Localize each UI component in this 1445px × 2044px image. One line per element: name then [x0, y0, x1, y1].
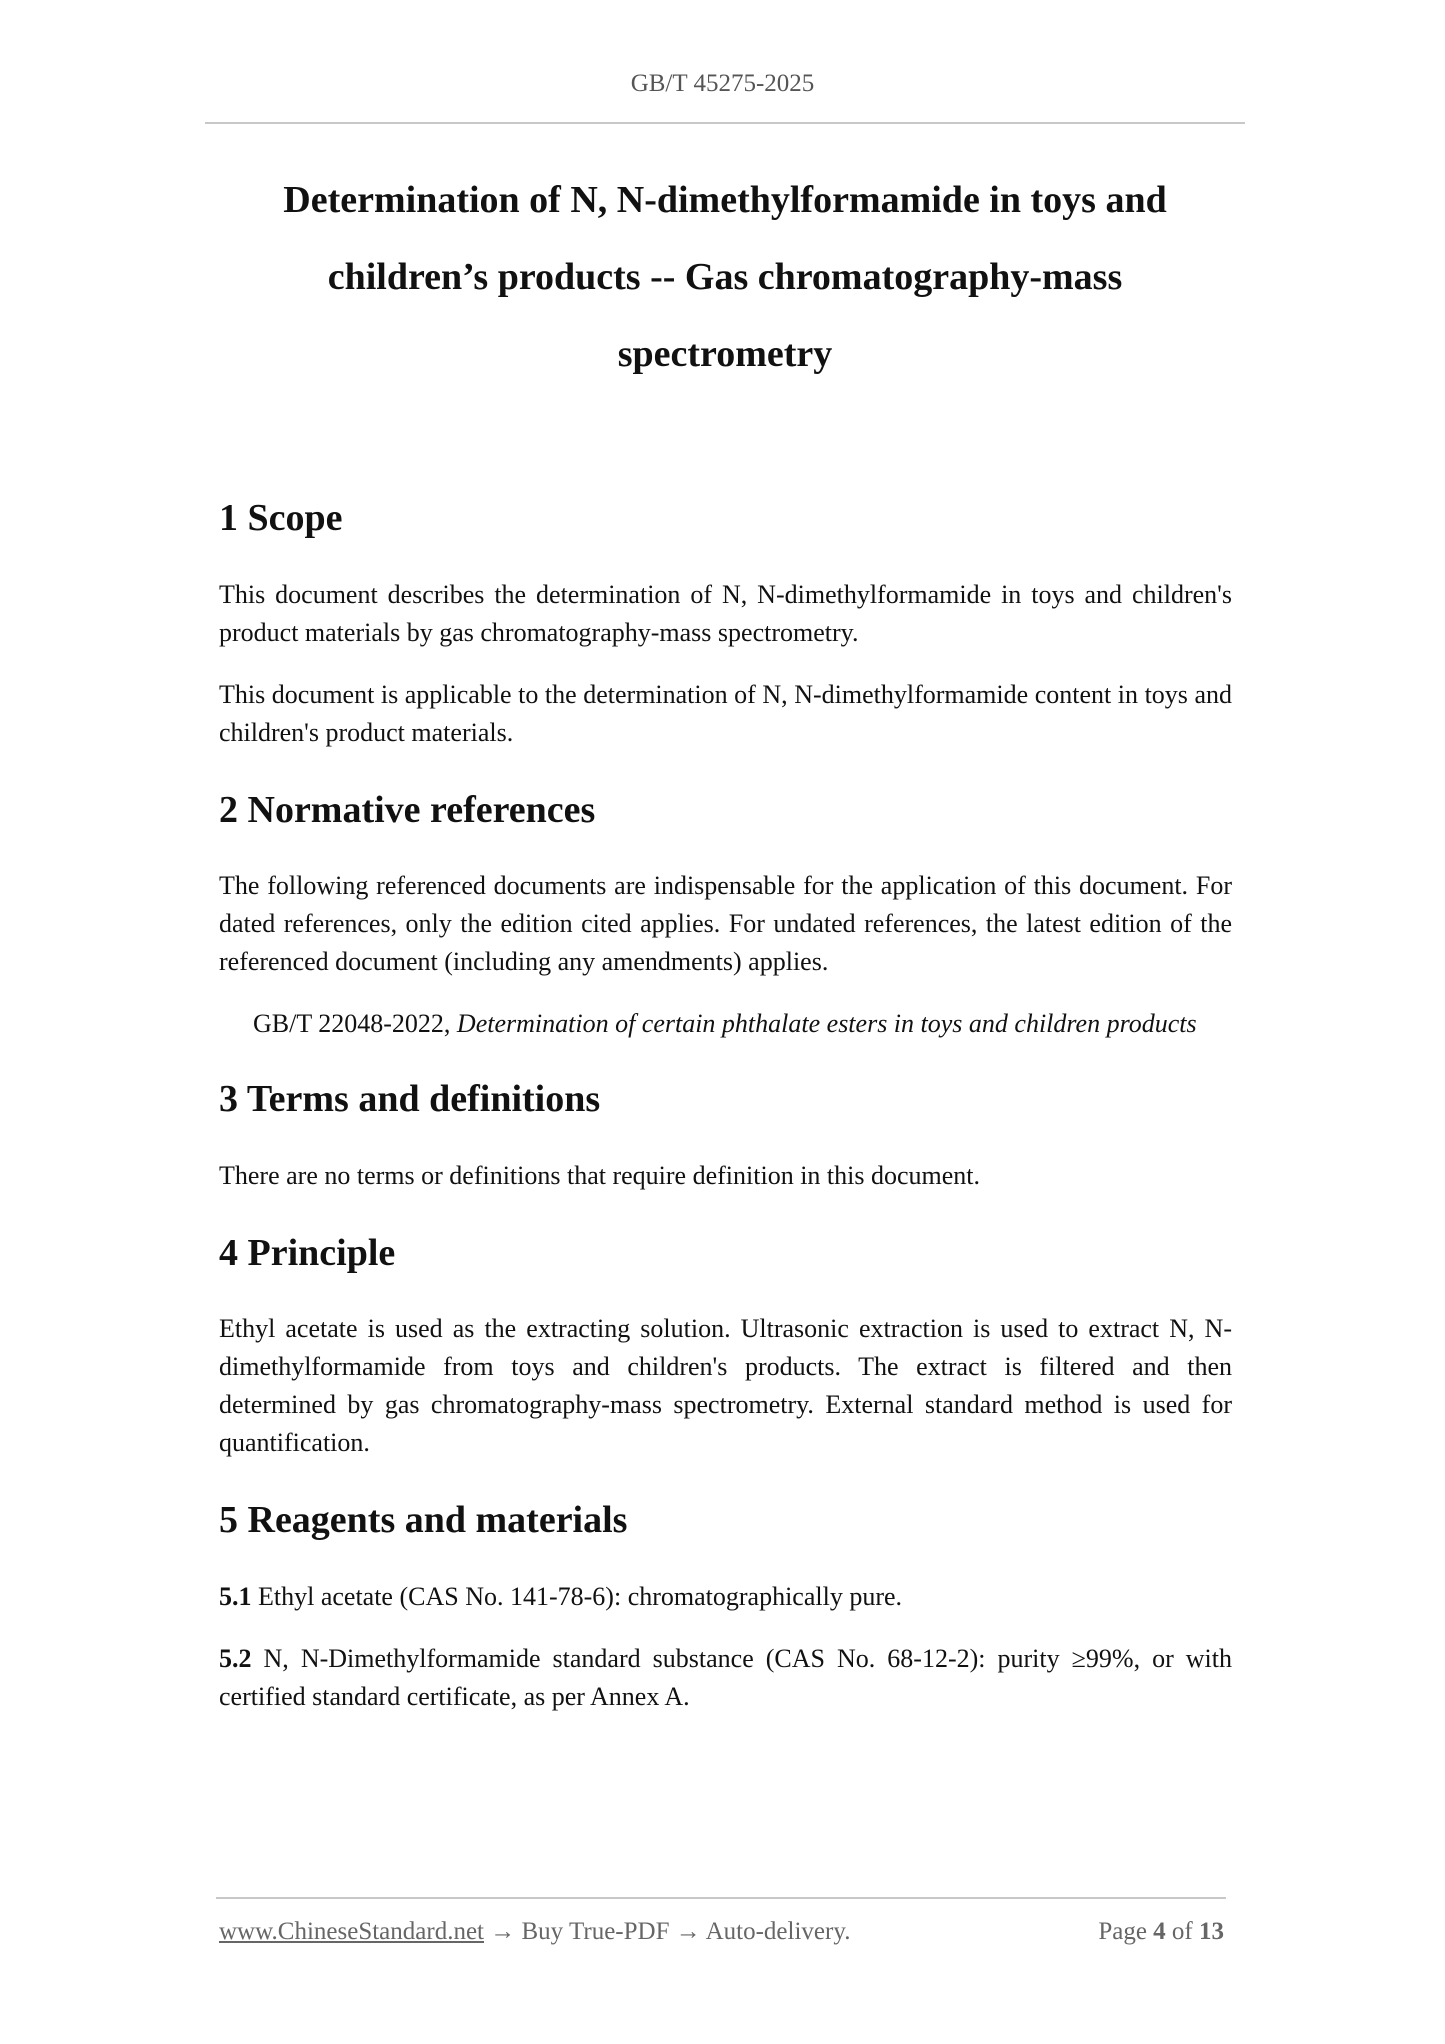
title-line-3: spectrometry: [617, 333, 833, 375]
section-heading-reagents-materials: 5 Reagents and materials: [219, 1499, 628, 1542]
reagent-item-text: Ethyl acetate (CAS No. 141-78-6): chromatographically pure.: [251, 1581, 903, 1611]
page-of-label: of: [1165, 1918, 1199, 1945]
header-divider: [205, 122, 1245, 124]
reference-code: GB/T 22048-2022,: [253, 1009, 457, 1039]
scope-paragraph-2: This document is applicable to the determination of N, N-dimethylformamide content in toys and children's product materials.: [219, 679, 1232, 747]
footer-promo-text: → Buy True-PDF → Auto-delivery.: [484, 1918, 851, 1945]
section-heading-normative-references: 2 Normative references: [219, 788, 596, 831]
reagent-item-number: 5.2: [219, 1643, 252, 1673]
total-pages: 13: [1199, 1918, 1224, 1945]
website-link[interactable]: www.ChineseStandard.net: [219, 1918, 484, 1945]
footer-divider: [216, 1897, 1226, 1899]
reagent-item-number: 5.1: [219, 1581, 252, 1611]
section-heading-scope: 1 Scope: [219, 497, 343, 539]
terms-paragraph: There are no terms or definitions that require definition in this document.: [219, 1160, 981, 1190]
current-page: 4: [1153, 1918, 1166, 1945]
principle-paragraph: Ethyl acetate is used as the extracting solution. Ultrasonic extraction is used to extract N, N-dimethylformamide from toys and children's products. The extract is filtered and then determined by gas chromatography-mass spectrometry. External standard method is used for quantification.: [219, 1314, 1232, 1458]
footer-promo: [219, 1918, 850, 1946]
reagent-item: [219, 1640, 1232, 1716]
normative-paragraph: The following referenced documents are indispensable for the application of this document. For dated references, only the edition cited applies. For undated references, the latest edition of the referenced document (including any amendments) applies.: [219, 871, 1232, 977]
section-heading-terms-definitions: 3 Terms and definitions: [219, 1078, 601, 1121]
document-body: [219, 496, 1232, 1740]
section-heading-principle: 4 Principle: [219, 1231, 396, 1274]
reference-title: Determination of certain phthalate esters in toys and children products: [456, 1009, 1197, 1039]
document-code-header: GB/T 45275-2025: [630, 70, 815, 97]
reagent-item-text: N, N-Dimethylformamide standard substance (CAS No. 68-12-2): purity ≥99%, or with certified standard certificate, as per Annex A.: [219, 1643, 1232, 1711]
title-line-1: Determination of N, N-dimethylformamide in toys and: [283, 179, 1167, 221]
page-label: Page: [1098, 1918, 1154, 1945]
reagent-item: [219, 1578, 1232, 1616]
document-title: [210, 162, 1240, 393]
page-number: [1098, 1918, 1224, 1946]
scope-paragraph-1: This document describes the determination of N, N-dimethylformamide in toys and children's product materials by gas chromatography-mass spectrometry.: [219, 579, 1232, 647]
title-line-2: children’s products -- Gas chromatography-mass: [327, 256, 1123, 298]
normative-reference-item: [253, 1005, 1232, 1043]
